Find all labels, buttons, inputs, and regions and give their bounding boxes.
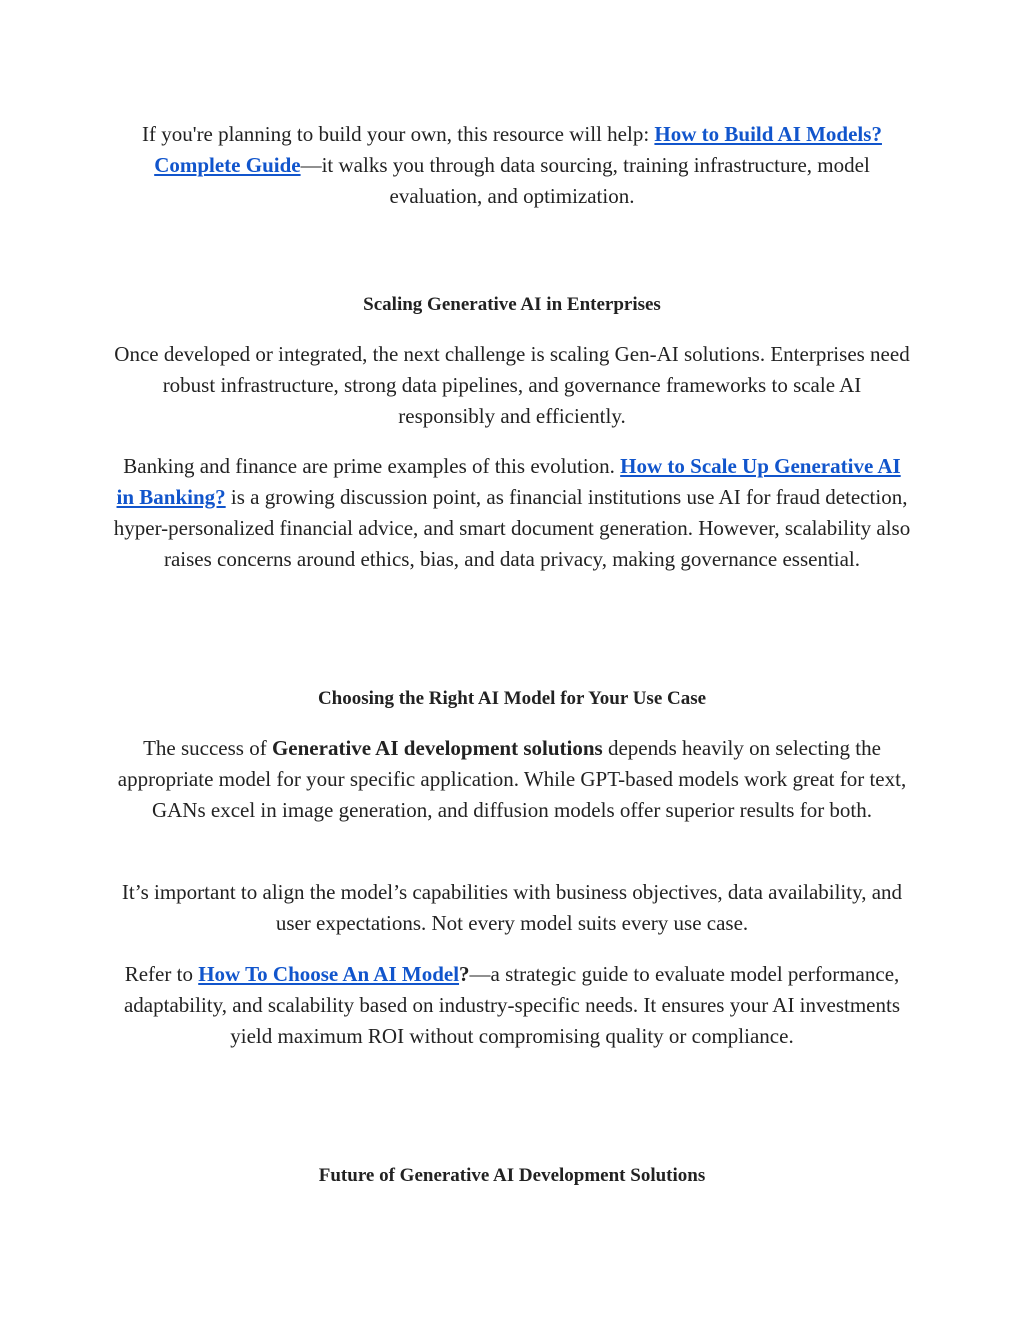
genai-solutions-bold: Generative AI development solutions (271, 736, 603, 760)
scaling-heading: Scaling Generative AI in Enterprises (363, 294, 661, 315)
build-ai-models-link[interactable]: How to Build AI Models? Complete Guide (154, 122, 882, 177)
scaling-p2-before: Banking and finance are prime examples of this evolution. (123, 454, 621, 478)
choosing-paragraph-1 (112, 733, 912, 826)
choosing-paragraph-2: It’s important to align the model’s capabilities with business objectives, data availability, and user expectations. Not every model suits every use case. (121, 880, 903, 935)
scaling-p2-after: is a growing discussion point, as financial institutions use AI for fraud detection, hyper-personalized financial advice, and smart document generation. However, scalability also raises concerns around ethics, bias, and data privacy, making governance essential. (113, 485, 911, 571)
choosing-p1-before: The success of (143, 736, 272, 760)
choosing-heading: Choosing the Right AI Model for Your Use Case (317, 688, 707, 709)
intro-text-before: If you're planning to build your own, this resource will help: (142, 122, 655, 146)
choosing-p3-question-mark: ? (459, 962, 470, 986)
intro-paragraph (112, 119, 912, 212)
intro-text-after: —it walks you through data sourcing, training infrastructure, model evaluation, and optimization. (300, 153, 870, 208)
scale-genai-banking-link[interactable]: How to Scale Up Generative AI in Banking? (116, 454, 901, 509)
choosing-paragraph-3 (112, 959, 912, 1052)
scaling-paragraph-2 (112, 451, 912, 575)
choose-ai-model-link[interactable]: How To Choose An AI Model (198, 962, 460, 986)
choosing-p3-after: —a strategic guide to evaluate model performance, adaptability, and scalability based on industry-specific needs. It ensures your AI investments yield maximum ROI without compromising quality or compliance. (123, 962, 901, 1048)
future-heading: Future of Generative AI Development Solutions (318, 1165, 706, 1186)
choosing-p3-before: Refer to (124, 962, 199, 986)
scaling-paragraph-1: Once developed or integrated, the next challenge is scaling Gen-AI solutions. Enterprises need robust infrastructure, strong data pipelines, and governance frameworks to scale AI responsibly and efficiently. (114, 342, 910, 428)
choosing-p1-after: depends heavily on selecting the appropriate model for your specific application. While GPT-based models work great for text, GANs excel in image generation, and diffusion models offer superior results for both. (117, 736, 907, 822)
